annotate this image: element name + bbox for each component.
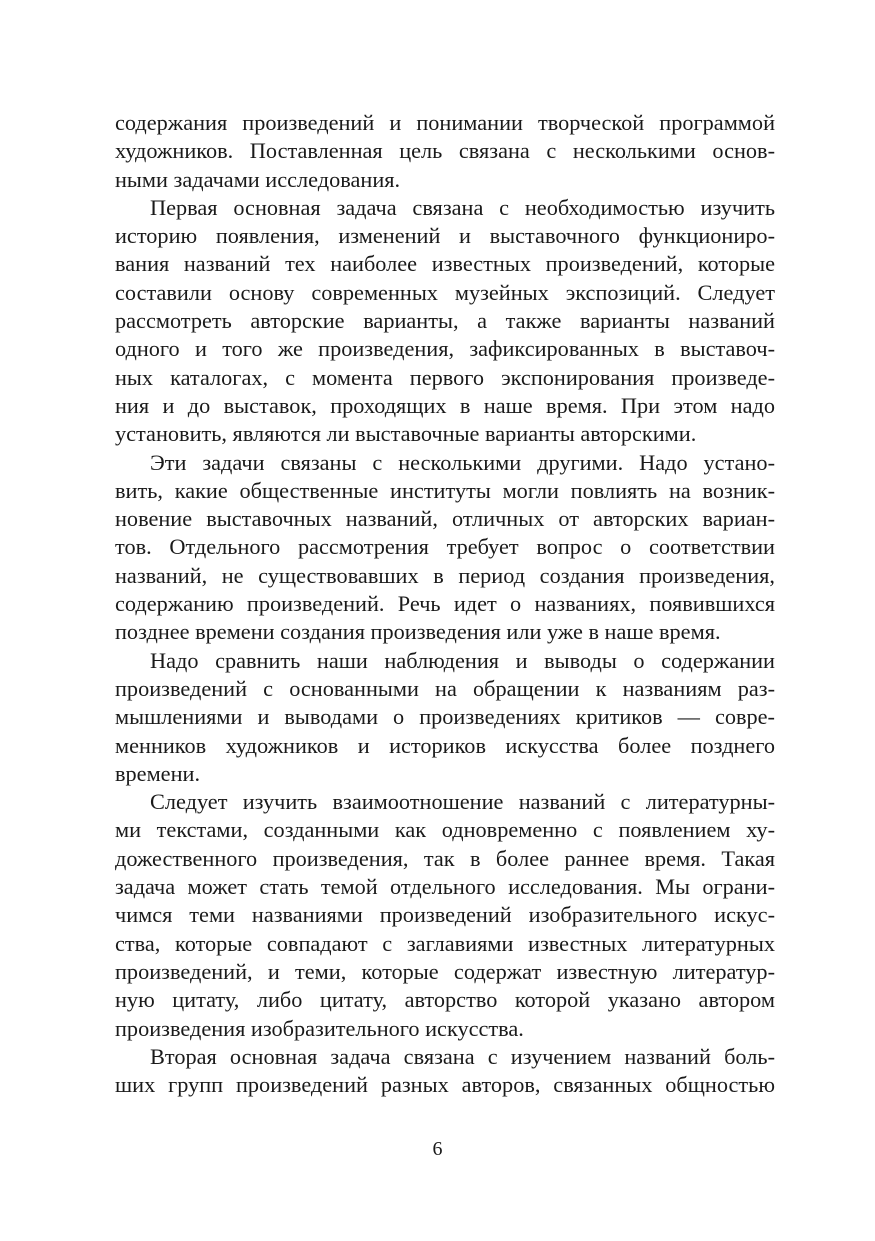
- paragraph: [115, 788, 775, 1043]
- text-line: тов. Отдельного рассмотрения требует вопрос о соответствии: [115, 534, 775, 560]
- text-line: Следует изучить взаимоотношение названий с литературны-: [150, 789, 775, 815]
- text-line: названий, не существовавших в период создания произведения,: [115, 562, 775, 588]
- text-line: Вторая основная задача связана с изучением названий боль-: [150, 1043, 775, 1069]
- text-line: чимся теми названиями произведений изобразительного искус-: [115, 902, 775, 928]
- page-number: 6: [432, 1138, 443, 1160]
- text-line: ную цитату, либо цитату, авторство которой указано автором: [115, 987, 775, 1013]
- paragraph: [115, 109, 775, 194]
- text-line: мышлениями и выводами о произведениях критиков — совре-: [115, 704, 775, 730]
- text-line: установить, являются ли выставочные варианты авторскими.: [115, 421, 697, 447]
- paragraph: [115, 1043, 775, 1100]
- text-line: произведения изобразительного искусства.: [115, 1015, 524, 1041]
- text-line: содержанию произведений. Речь идет о названиях, появившихся: [115, 591, 775, 617]
- paragraph: [115, 647, 775, 788]
- text-line: ными задачами исследования.: [115, 166, 401, 192]
- text-line: менников художников и историков искусства более позднего: [115, 732, 775, 758]
- text-line: Надо сравнить наши наблюдения и выводы о содержании: [150, 647, 775, 673]
- paragraph: [115, 449, 775, 647]
- text-line: Эти задачи связаны с несколькими другими. Надо устано-: [150, 449, 775, 475]
- text-line: ния и до выставок, проходящих в наше время. При этом надо: [115, 392, 775, 418]
- text-line: новение выставочных названий, отличных от авторских вариан-: [115, 506, 775, 532]
- text-line: дожественного произведения, так в более раннее время. Такая: [115, 845, 775, 871]
- text-line: одного и того же произведения, зафиксированных в выставоч-: [115, 336, 775, 362]
- text-line: времени.: [115, 760, 201, 786]
- paragraph: [115, 194, 775, 449]
- text-line: задача может стать темой отдельного исследования. Мы ограни-: [115, 874, 775, 900]
- page-body: [115, 109, 775, 1099]
- text-line: вания названий тех наиболее известных произведений, которые: [115, 251, 775, 277]
- text-line: Первая основная задача связана с необходимостью изучить: [150, 194, 775, 220]
- text-line: художников. Поставленная цель связана с несколькими основ-: [115, 138, 775, 164]
- text-line: содержания произведений и понимании творческой программой: [115, 110, 775, 135]
- text-line: позднее времени создания произведения или уже в наше время.: [115, 619, 721, 645]
- text-line: историю появления, изменений и выставочного функциониро-: [115, 223, 775, 249]
- text-line: составили основу современных музейных экспозиций. Следует: [115, 279, 775, 305]
- text-line: произведений, и теми, которые содержат известную литератур-: [115, 958, 775, 984]
- text-line: ства, которые совпадают с заглавиями известных литературных: [115, 930, 775, 956]
- text-line: произведений с основанными на обращении к названиям раз-: [115, 675, 775, 701]
- text-line: рассмотреть авторские варианты, а также варианты названий: [115, 308, 775, 334]
- text-line: ми текстами, созданными как одновременно с появлением ху-: [115, 817, 775, 843]
- text-line: вить, какие общественные институты могли повлиять на возник-: [115, 477, 775, 503]
- text-line: ших групп произведений разных авторов, связанных общностью: [115, 1072, 775, 1098]
- text-line: ных каталогах, с момента первого экспонирования произведе-: [115, 364, 775, 390]
